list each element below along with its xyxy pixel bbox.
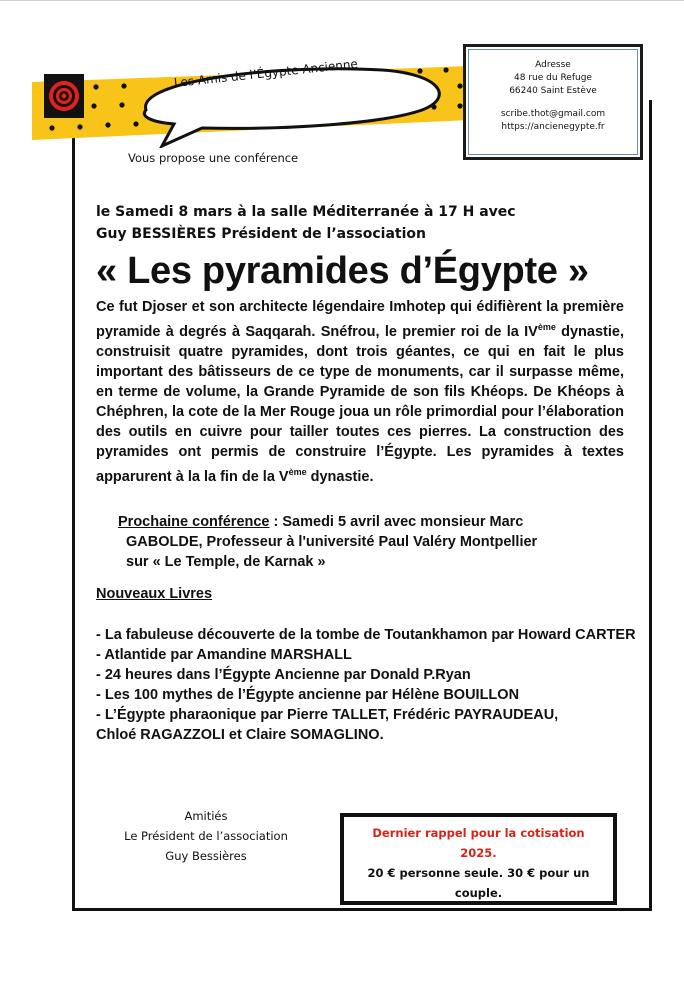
- list-item: - Les 100 mythes de l’Égypte ancienne par Hélène BOUILLON: [96, 687, 520, 703]
- list-item: - L’Égypte pharaonique par Pierre TALLET, Frédéric PAYRAUDEAU,: [96, 707, 559, 723]
- address-label: Adresse: [535, 60, 571, 70]
- list-item: - 24 heures dans l’Égypte Ancienne par Donald P.Ryan: [96, 667, 471, 683]
- reminder-line-2: 2025.: [460, 846, 497, 860]
- list-item: - Atlantide par Amandine MARSHALL: [96, 647, 352, 663]
- next-conference-label: Prochaine conférence: [118, 514, 270, 530]
- conference-title: « Les pyramides d’Égypte »: [96, 250, 589, 292]
- next-conference-line-2: GABOLDE, Professeur à l'université Paul Valéry Montpellier: [126, 534, 538, 550]
- books-list: [96, 625, 636, 745]
- reminder-line-1: Dernier rappel pour la cotisation: [372, 826, 585, 840]
- signature-line-1: Amitiés: [184, 809, 228, 823]
- top-divider: [0, 0, 684, 1]
- signature-line-3: Guy Bessières: [165, 849, 247, 863]
- conference-description: [96, 297, 624, 487]
- next-conference-line-3: sur « Le Temple, de Karnak »: [126, 554, 326, 570]
- address-city: 66240 Saint Estève: [509, 86, 597, 96]
- event-details: [96, 201, 624, 245]
- address-street: 48 rue du Refuge: [514, 73, 592, 83]
- propose-line: Vous propose une conférence: [128, 151, 299, 165]
- reminder-line-4: couple.: [454, 886, 503, 900]
- list-item: Chloé RAGAZZOLI et Claire SOMAGLINO.: [96, 727, 384, 743]
- membership-reminder-box: [340, 813, 617, 905]
- signature-line-2: Le Président de l’association: [124, 829, 288, 843]
- address-email[interactable]: scribe.thot@gmail.com: [500, 109, 606, 119]
- next-conference: [118, 512, 628, 572]
- association-name: Les Amis de l’Égypte Ancienne: [173, 56, 359, 90]
- description-part-1: Ce fut Djoser et son architecte légendaire Imhotep qui édifièrent la première pyramide à degrés à Saqqarah. Snéfrou, le premier roi de la IV: [96, 299, 624, 340]
- address-website[interactable]: https://ancienegypte.fr: [501, 122, 605, 132]
- description-sup-1: ème: [537, 322, 556, 332]
- target-icon: [44, 74, 84, 118]
- event-line-2: Guy BESSIÈRES Président de l’association: [96, 226, 427, 242]
- description-part-3: dynastie.: [306, 468, 374, 485]
- reminder-line-3: 20 € personne seule. 30 € pour un: [367, 866, 590, 880]
- signature: [96, 806, 316, 866]
- list-item: - La fabuleuse découverte de la tombe de Toutankhamon par Howard CARTER: [96, 627, 636, 643]
- description-part-2: dynastie, construisit quatre pyramides, dont trois géantes, ce qui en fait le plus important des bâtisseurs de ce type de monuments, car il surpasse même, en terme de volume, la Grande Pyramide de son fils Khéops. De Khéops à Chéphren, la cote de la Mer Rouge joua un rôle primordial pour l’élaboration des outils en cuivre pour tailler toutes ces pierres. La construction des pyramides ont permis de construire l’Égypte. Les pyramides à textes apparurent à la la fin de la V: [96, 323, 624, 485]
- address-box: [463, 44, 643, 160]
- event-line-1: le Samedi 8 mars à la salle Méditerranée à 17 H avec: [96, 204, 516, 220]
- description-sup-2: ème: [288, 466, 307, 477]
- books-heading: Nouveaux Livres: [96, 586, 213, 602]
- next-conference-line-1: : Samedi 5 avril avec monsieur Marc: [269, 514, 524, 530]
